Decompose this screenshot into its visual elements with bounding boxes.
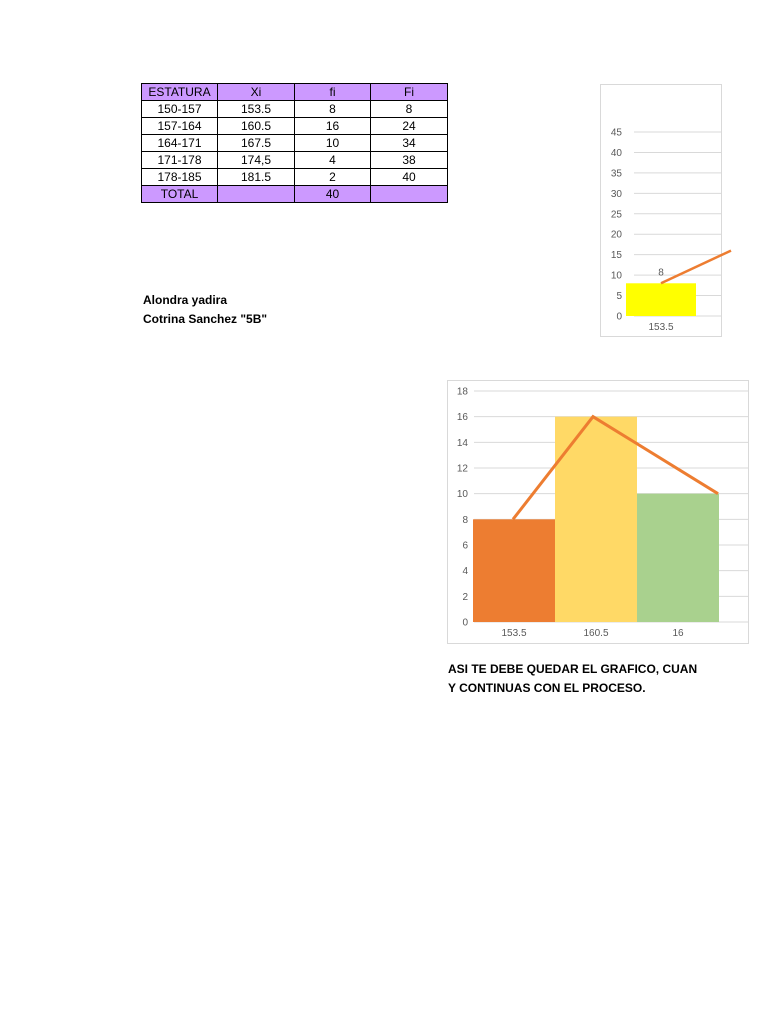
frequency-table <box>141 83 448 203</box>
cell-xi: 153.5 <box>218 101 295 118</box>
y-tick-label: 0 <box>616 311 622 323</box>
y-tick-label: 30 <box>610 188 622 200</box>
cell-fi: 8 <box>295 101 371 118</box>
cell-xi: 181.5 <box>218 169 295 186</box>
cell-fi: 4 <box>295 152 371 169</box>
x-tick-label: 153.5 <box>501 628 527 639</box>
y-tick-label: 6 <box>462 540 468 552</box>
total-empty-Fi <box>371 186 448 203</box>
cell-Fi: 24 <box>371 118 448 135</box>
cell-Fi: 8 <box>371 101 448 118</box>
bar <box>637 494 719 622</box>
y-tick-label: 16 <box>456 412 468 424</box>
header-Fi: Fi <box>371 84 448 101</box>
cumulative-chart-svg <box>601 85 721 336</box>
table-row <box>142 101 448 118</box>
table-row <box>142 152 448 169</box>
table-total-row <box>142 186 448 203</box>
header-xi: Xi <box>218 84 295 101</box>
y-tick-label: 15 <box>610 250 622 262</box>
cell-xi: 174,5 <box>218 152 295 169</box>
table-row <box>142 118 448 135</box>
table-row <box>142 135 448 152</box>
y-tick-label: 4 <box>462 566 468 578</box>
total-empty-xi <box>218 186 295 203</box>
header-estatura: ESTATURA <box>142 84 218 101</box>
cell-estatura: 150-157 <box>142 101 218 118</box>
cell-Fi: 34 <box>371 135 448 152</box>
y-tick-label: 45 <box>610 127 622 139</box>
instruction-note <box>448 660 697 698</box>
y-tick-label: 35 <box>610 168 622 180</box>
y-tick-label: 2 <box>462 591 468 603</box>
y-tick-label: 25 <box>610 209 622 221</box>
total-label: TOTAL <box>142 186 218 203</box>
x-tick-label: 160.5 <box>583 628 609 639</box>
x-tick-label: 16 <box>672 628 684 639</box>
cell-Fi: 38 <box>371 152 448 169</box>
histogram-chart[interactable] <box>447 380 749 644</box>
bar <box>626 283 696 316</box>
instruction-line2: Y CONTINUAS CON EL PROCESO. <box>448 681 646 695</box>
y-tick-label: 14 <box>456 437 468 449</box>
instruction-line1: ASI TE DEBE QUEDAR EL GRAFICO, CUAN <box>448 662 698 676</box>
y-tick-label: 8 <box>462 514 468 526</box>
x-tick-label: 153.5 <box>648 322 674 333</box>
total-value: 40 <box>295 186 371 203</box>
author-name-line2: Cotrina Sanchez "5B" <box>143 312 268 326</box>
cell-estatura: 178-185 <box>142 169 218 186</box>
y-tick-label: 18 <box>456 386 468 398</box>
cell-Fi: 40 <box>371 169 448 186</box>
y-tick-label: 12 <box>456 463 468 475</box>
cell-estatura: 171-178 <box>142 152 218 169</box>
y-tick-label: 5 <box>616 291 622 303</box>
cell-xi: 167.5 <box>218 135 295 152</box>
y-tick-label: 10 <box>610 270 622 282</box>
y-tick-label: 0 <box>462 617 468 629</box>
y-tick-label: 40 <box>610 147 622 159</box>
y-tick-label: 20 <box>610 229 622 241</box>
y-tick-label: 10 <box>456 489 468 501</box>
cumulative-chart[interactable] <box>600 84 722 337</box>
data-label: 8 <box>658 267 664 279</box>
series-line <box>661 251 731 284</box>
cell-fi: 2 <box>295 169 371 186</box>
histogram-chart-svg <box>448 381 748 643</box>
cell-xi: 160.5 <box>218 118 295 135</box>
cell-estatura: 157-164 <box>142 118 218 135</box>
table-header-row <box>142 84 448 101</box>
bar <box>473 519 555 622</box>
cell-estatura: 164-171 <box>142 135 218 152</box>
header-fi: fi <box>295 84 371 101</box>
cell-fi: 10 <box>295 135 371 152</box>
cell-fi: 16 <box>295 118 371 135</box>
table-row <box>142 169 448 186</box>
author-name-line1: Alondra yadira <box>143 293 228 307</box>
